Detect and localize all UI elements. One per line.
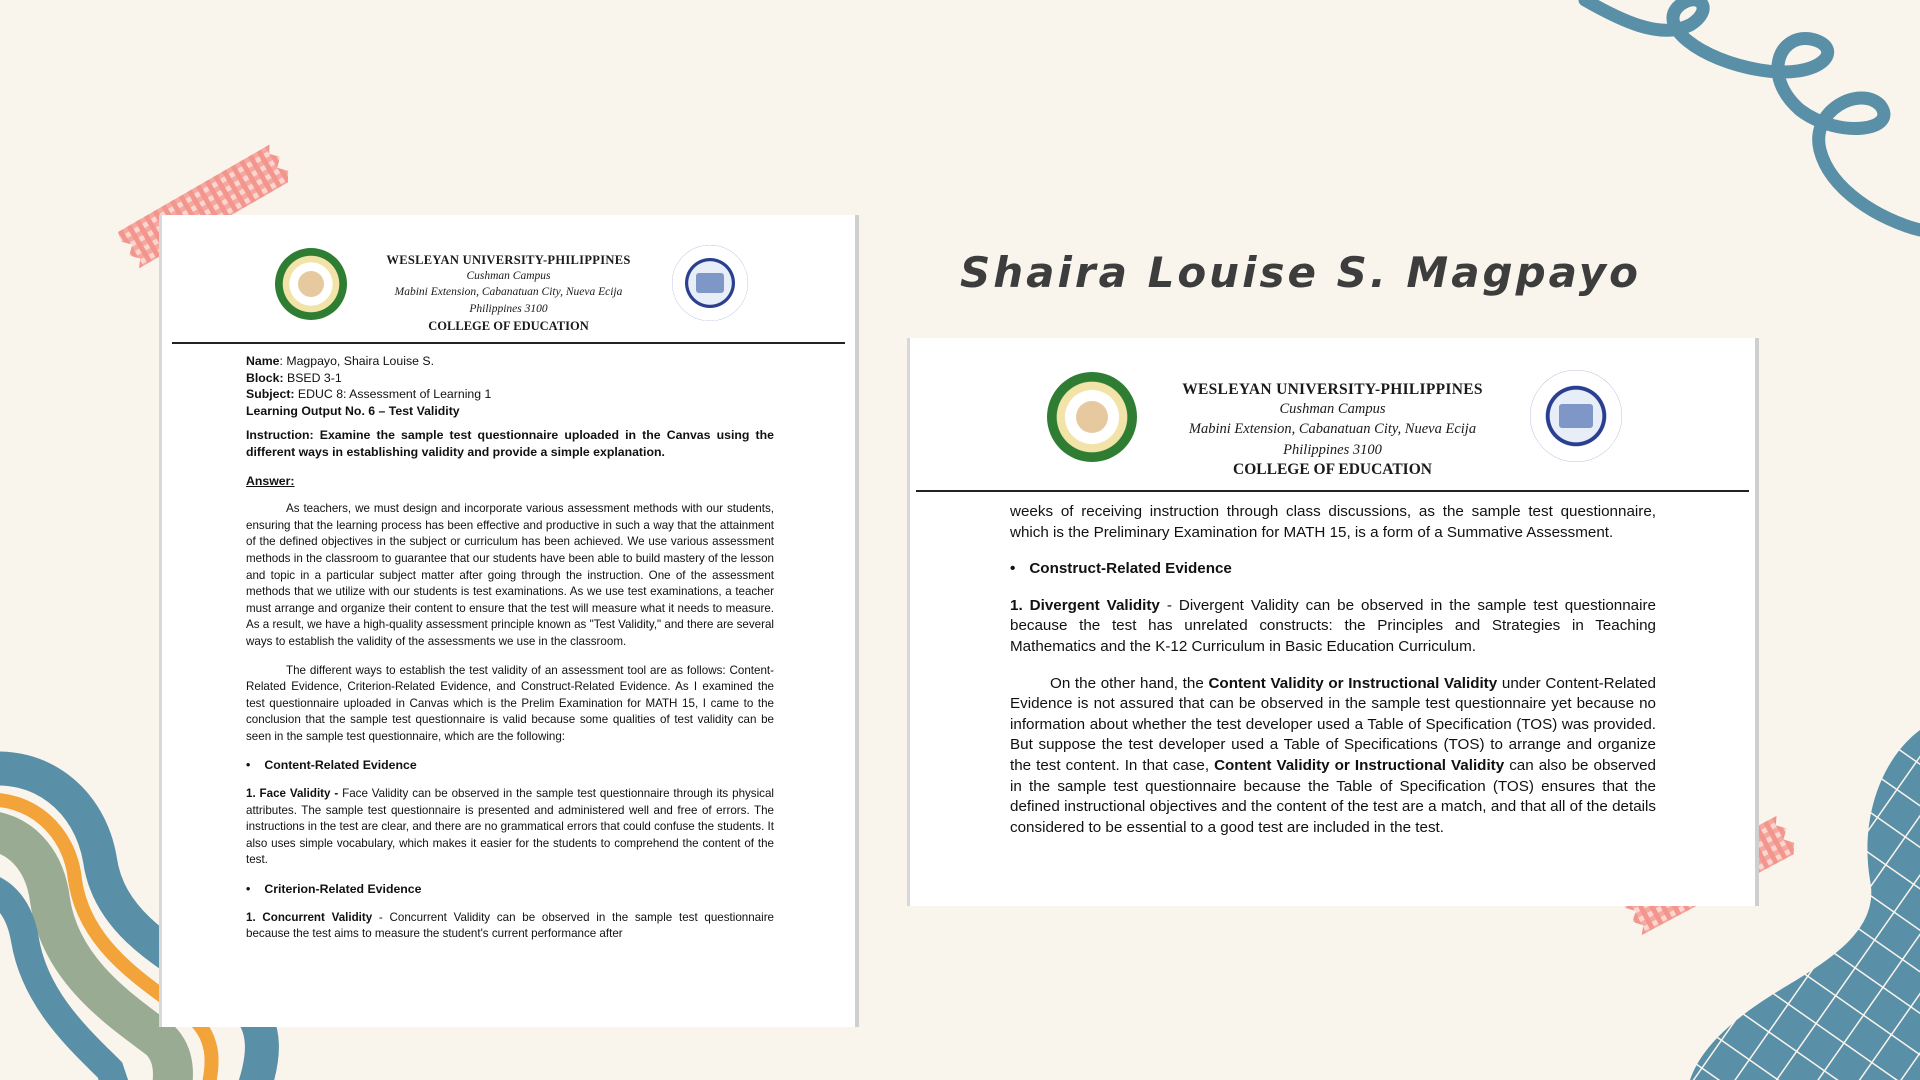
bullet-criterion-related-label: Criterion-Related Evidence	[264, 882, 422, 897]
content-validity-paragraph	[1010, 674, 1656, 839]
block-value: BSED 3-1	[283, 370, 342, 385]
document-page-2	[910, 338, 1755, 906]
block-label: Block:	[246, 370, 284, 385]
concurrent-validity-label: 1. Concurrent Validity	[246, 910, 373, 924]
campus-address: Mabini Extension, Cabanatuan City, Nueva Ecija	[394, 286, 623, 298]
name-value: : Magpayo, Shaira Louise S.	[279, 354, 434, 368]
face-validity-label: 1. Face Validity -	[246, 787, 339, 801]
bullet-construct-related	[1010, 559, 1656, 580]
divergent-validity-label: 1. Divergent Validity	[1010, 596, 1160, 614]
bullet-icon: •	[246, 758, 251, 773]
campus-address: Mabini Extension, Cabanatuan City, Nueva Ecija	[1188, 421, 1477, 437]
face-validity-text: Face Validity can be observed in the sample test questionnaire through its physical attributes. The sample test questionnaire is presented and administered well and free of errors. The instructions in the test are clear, and there are no grammatical errors that could confuse the students. It also uses simple vocabulary, which makes it easier for the students to comprehend the content of the test.	[246, 787, 775, 867]
bullet-icon: •	[1010, 560, 1016, 578]
bullet-content-related	[246, 757, 774, 774]
name-line	[246, 353, 774, 370]
page1-body	[246, 353, 774, 943]
concurrent-validity-text: - Concurrent Validity can be observed in the sample test questionnaire because the test aims to measure the student's current performance after	[246, 910, 774, 941]
page2-body	[1010, 502, 1656, 838]
subject-line	[246, 386, 774, 403]
postal-line: Philippines 3100	[469, 303, 548, 315]
concurrent-validity	[246, 910, 774, 943]
college-seal-icon	[1530, 370, 1622, 462]
college-name: COLLEGE OF EDUCATION	[428, 319, 589, 333]
instruction: Instruction: Examine the sample test questionnaire uploaded in the Canvas using the different ways in establishing validity and provide a simple explanation.	[246, 428, 774, 459]
letterhead-divider	[172, 342, 845, 344]
cv-term-2: Content Validity or Instructional Validity	[1214, 756, 1505, 774]
paragraph-2: The different ways to establish the test validity of an assessment tool are as follows: Content-Related Evidence, Criterion-Related Evidence, and Construct-Related Evidence. As I examined the test questionnaire uploaded in Canvas which is the Prelim Examination for MATH 15, I came to the conclusion that the sample test questionnaire is valid because some qualities of test validity can be seen in the sample test questionnaire, which are the following:	[246, 663, 774, 743]
output-title: Learning Output No. 6 – Test Validity	[246, 403, 460, 418]
bullet-construct-related-label: Construct-Related Evidence	[1029, 560, 1232, 578]
mountain-icon	[696, 273, 724, 293]
paragraph-1: As teachers, we must design and incorporate various assessment methods with our students, ensuring that the learning process has been effective and productive in such a way that the attainment of the defined objectives in the subject or curriculum has been achieved. We use various assessment methods in the classroom to guarantee that our students have been able to build mastery of the lesson and topic in a particular subject matter after going through the instruction. One of the assessment methods that we utilize with our students is test examinations. As we use test examinations, a teacher must arrange and organize their content to ensure that the test will measure what it needs to measure. As a result, we have a high-quality assessment principle known as "Test Validity," and there are several ways to establish the validity of the assessments we use in the classroom.	[246, 502, 774, 648]
letterhead-divider	[916, 490, 1749, 492]
bullet-criterion-related	[246, 881, 774, 898]
divergent-validity	[1010, 596, 1656, 658]
postal-line: Philippines 3100	[1283, 442, 1382, 458]
author-title: Shaira Louise S. Magpayo	[960, 248, 1641, 297]
block-line	[246, 370, 774, 387]
campus-name: Cushman Campus	[1279, 401, 1386, 417]
college-name: COLLEGE OF EDUCATION	[1233, 461, 1432, 478]
teal-squiggle-decoration	[1585, 0, 1920, 230]
divergent-validity-text: - Divergent Validity can be observed in the sample test questionnaire because the test has unrelated constructs: the Principles and Strategies in Teaching Mathematics and the K-12 Curriculum in Basic Education Curriculum.	[1010, 596, 1656, 655]
subject-label: Subject:	[246, 387, 295, 402]
university-name: WESLEYAN UNIVERSITY-PHILIPPINES	[1182, 381, 1483, 398]
letterhead	[910, 338, 1755, 494]
face-validity	[246, 786, 774, 869]
name-label: Name	[246, 354, 280, 368]
campus-name: Cushman Campus	[466, 270, 551, 282]
continued-text: weeks of receiving instruction through class discussions, as the sample test questionnaire, which is the Preliminary Examination for MATH 15, is a form of a Summative Assessment.	[1010, 503, 1656, 541]
college-seal-icon	[672, 245, 748, 321]
cv-term-1: Content Validity or Instructional Validity	[1208, 674, 1498, 692]
cv-text-a: On the other hand, the	[1050, 674, 1209, 692]
cv-text-c: under Content-Related Evidence is not assured that can be observed in the sample test questionnaire yet because no information about whether the test developer used a Table of Specification (TOS) was provided. But suppose the test developer used a Table of Specifications (TOS) to arrange and organize the test content. In that case,	[1010, 674, 1656, 774]
cv-text-e: can also be observed in the sample test questionnaire because the Table of Specification (TOS) ensures that the defined instructional objectives and the content of the test are a match, and that all of the details considered to be essential to a good test are included in the test.	[1010, 756, 1656, 836]
bullet-icon: •	[246, 882, 251, 897]
bullet-content-related-label: Content-Related Evidence	[264, 758, 417, 773]
subject-value: EDUC 8: Assessment of Learning 1	[294, 387, 492, 402]
answer-label: Answer:	[246, 473, 295, 488]
mountain-icon	[1559, 404, 1593, 428]
document-page-1	[162, 215, 855, 1027]
university-name: WESLEYAN UNIVERSITY-PHILIPPINES	[386, 253, 631, 267]
letterhead	[162, 215, 855, 345]
